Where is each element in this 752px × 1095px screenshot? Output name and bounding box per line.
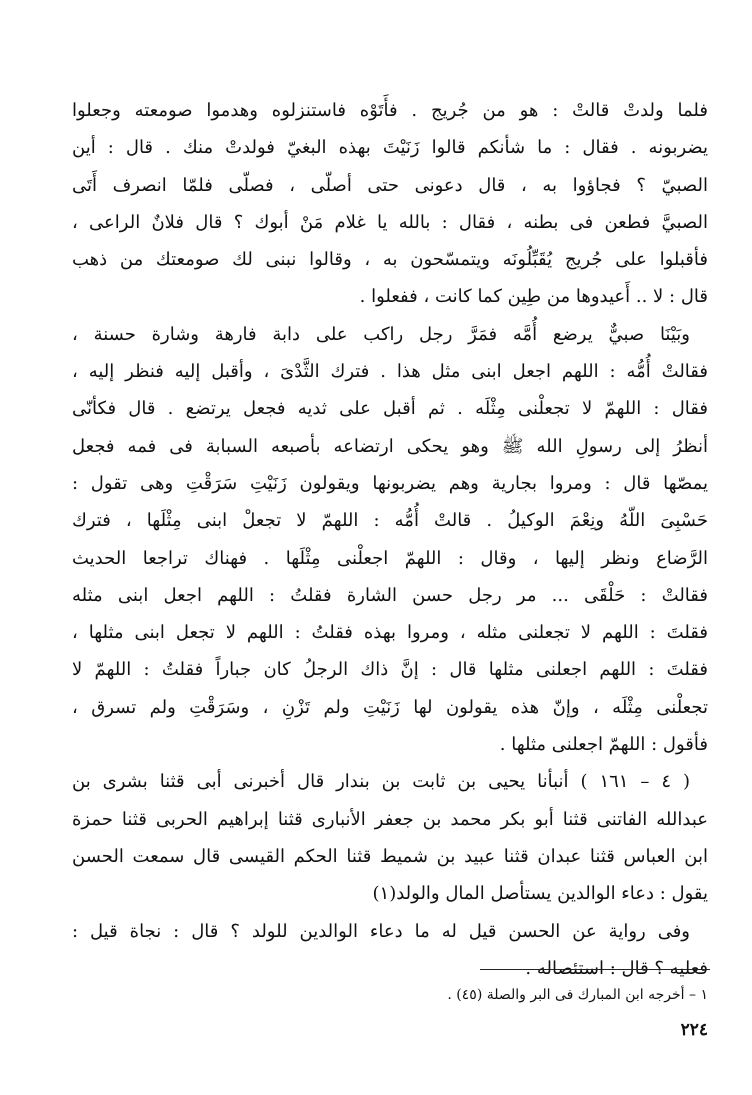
text-line-13: الرَّضاع ونظر إليها ، وقال : اللهمّ اجعلْنى مِثْلَها . فهناك تراجعا الحديث [72,547,708,569]
text-line-2: يضربونه . فقال : ما شأنكم قالوا زَنَيْتَ بهذه البغيّ فولدتْ منك . قال : أين [72,137,708,159]
text-line-16: فقلتَ : اللهم اجعلنى مثلها قال : إنَّ ذاك الرجلُ كان جباراً فقلتُ : اللهمّ لا [72,659,708,681]
footnote: ١ – أخرجه ابن المبارك فى البر والصلة (٤٥) . [447,987,708,1003]
main-text [72,92,708,987]
text-line-24: فعليه ؟ قال : استئصاله . [525,957,708,979]
footnote-divider [480,969,710,970]
text-line-9: فقال : اللهمّ لا تجعلْنى مِثْلَه . ثم أقبل على ثديه فجعل يرتضع . قال فكأنّى [72,398,708,420]
text-line-14: فقالتْ : حَلْقَى ... مر رجل حسن الشارة فقلتُ : اللهم اجعل ابنى مثله [72,584,708,606]
text-line-5: فأقبلوا على جُريج يُقَبِّلُونَه ويتمسّحون به ، وقالوا نبنى لك صومعتك من ذهب [72,249,708,271]
text-line-7: وبَيْنَا صبيٌّ يرضع أُمَّه فمَرَّ رجل راكب على دابة فارهة وشارة حسنة ، [72,323,690,345]
text-line-19: ( ٤ – ١٦١ ) أنبأنا يحيى بن ثابت بن بندار قال أخبرنى أبى قثنا بشرى بن [72,771,690,793]
text-line-15: فقلتَ : اللهم لا تجعلنى مثله ، ومروا بهذه فقلتُ : اللهم لا تجعل ابنى مثلها ، [72,622,708,644]
text-line-1: فلما ولدتْ قالتْ : هو من جُريج . فأَتَوْه فاستنزلوه وهدموا صومعته وجعلوا [72,100,708,121]
text-line-17: تجعلْنى مِثْلَه ، وإنّ هذه يقولون لها زَنَيْتِ ولم تَزْنِ ، وسَرَقْتِ ولم تسرق ، [72,696,708,718]
text-line-6: قال : لا .. أَعيدوها من طِين كما كانت ، ففعلوا . [359,286,708,308]
text-line-4: الصبيَّ فطعن فى بطنه ، فقال : بالله يا غلام مَنْ أبوك ؟ قال فلانٌ الراعى ، [72,211,708,233]
text-line-8: فقالتْ أُمُّه : اللهم اجعل ابنى مثل هذا . فترك الثَّدْىَ ، وأقبل إليه فنظر إليه ، [72,361,708,383]
text-line-21: ابن العباس قثنا عبدان قثنا عبيد بن شميط قثنا الحكم القيسى قال سمعت الحسن [72,845,708,867]
text-line-23: وفى رواية عن الحسن قيل له ما دعاء الوالدين للولد ؟ قال : نجاة قيل : [72,920,690,942]
text-line-18: فأقول : اللهمّ اجعلنى مثلها . [499,734,708,756]
text-line-12: حَسْبِىَ اللّهُ ونِعْمَ الوكيلُ . قالتْ أُمُّه : اللهمّ لا تجعلْ ابنى مِثْلَها ، فترك [72,510,708,532]
text-line-11: يمصّها قال : ومروا بجارية وهم يضربونها ويقولون زَنَيْتِ سَرَقْتِ وهى تقول : [72,472,708,494]
page-number: ٢٢٤ [680,1020,708,1040]
text-line-10: أنظرُ إلى رسولِ الله ﷺ وهو يحكى ارتضاعه بأصبعه السبابة فى فمه فجعل [72,435,708,457]
text-line-3: الصبيّ ؟ فجاؤوا به ، قال دعونى حتى أصلّى ، فصلّى فلمّا انصرف أَتَى [72,174,708,196]
text-line-20: عبدالله الفاتنى قثنا أبو بكر محمد بن جعفر الأنبارى قثنا إبراهيم الحربى قثنا حمزة [72,808,708,830]
text-line-22: يقول : دعاء الوالدين يستأصل المال والولد(١) [372,883,708,905]
